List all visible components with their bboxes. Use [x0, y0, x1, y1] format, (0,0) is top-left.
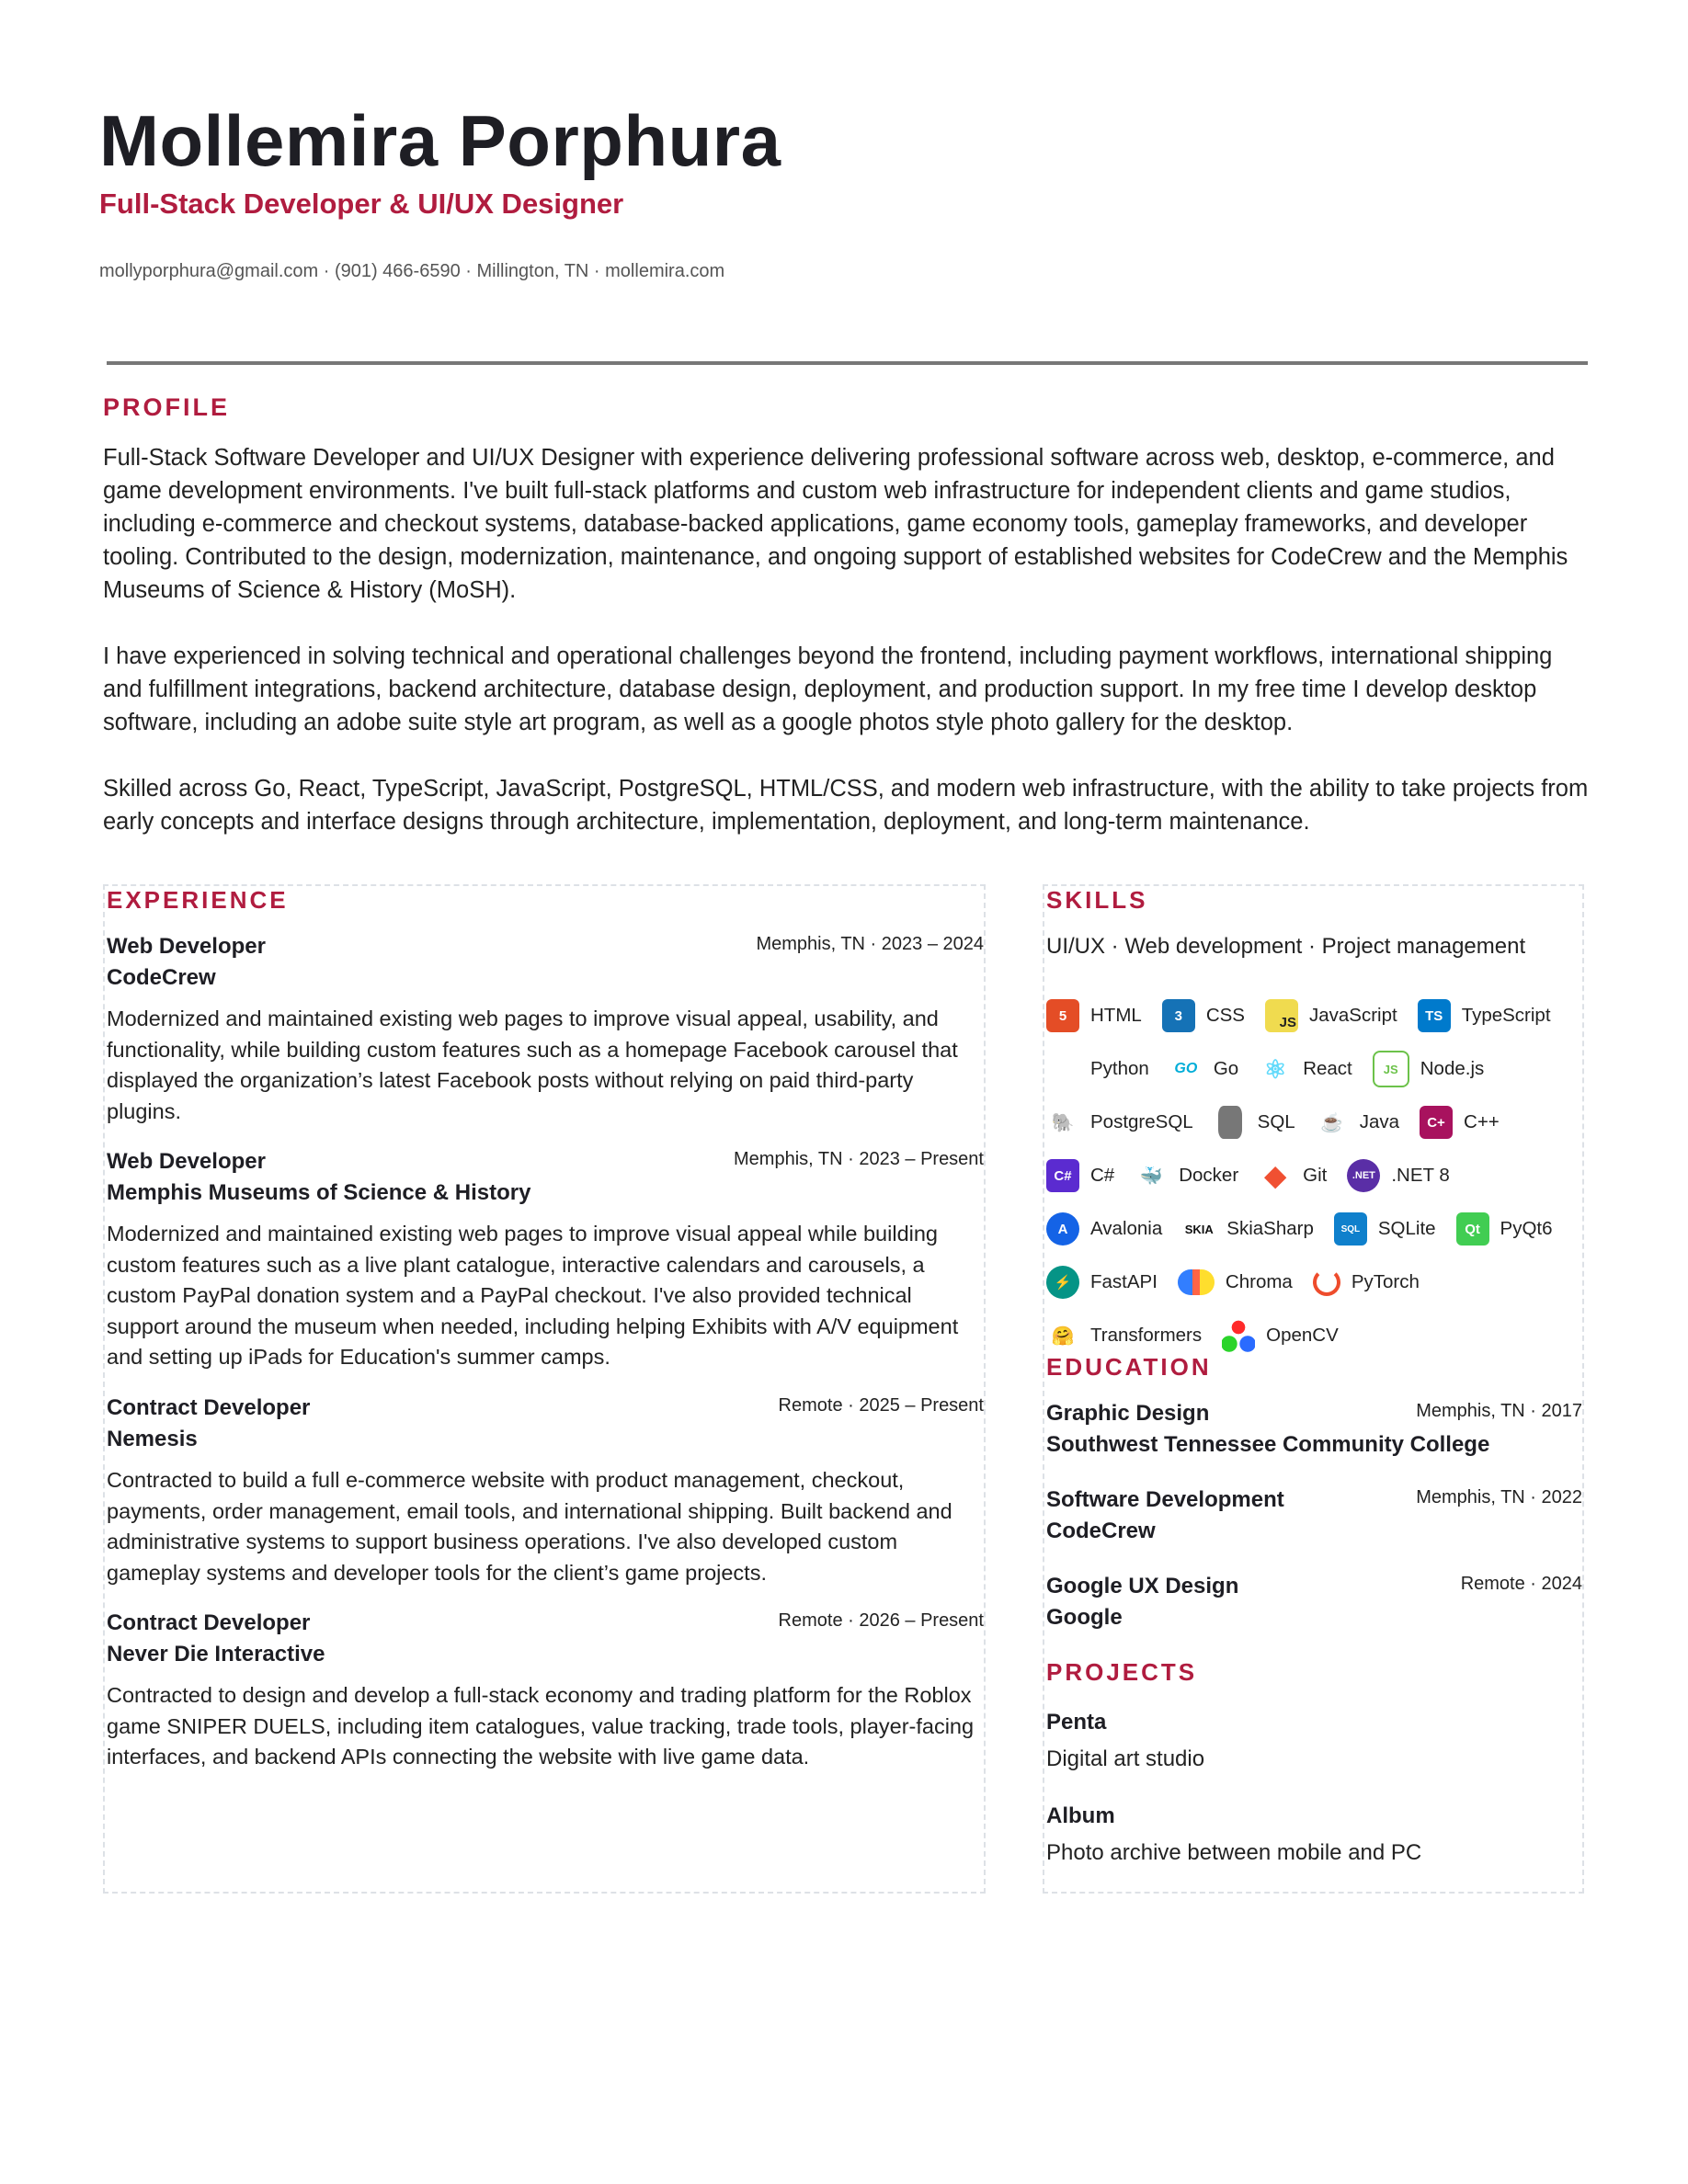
- skills-row: [1046, 1096, 1584, 1149]
- experience-title: Contract Developer: [107, 1610, 311, 1635]
- experience-title: Web Developer: [107, 1149, 266, 1174]
- skills-row: [1046, 1256, 1584, 1309]
- skill-label: React: [1303, 1058, 1352, 1079]
- skills-summary: UI/UX · Web development · Project management: [1046, 934, 1526, 959]
- skill-label: Avalonia: [1090, 1218, 1163, 1239]
- sidebar-column: [1043, 884, 1584, 1894]
- skill-label: Git: [1303, 1165, 1328, 1186]
- skill-chip: [1265, 999, 1397, 1032]
- skill-chip: [1334, 1212, 1436, 1246]
- education-org: Southwest Tennessee Community College: [1046, 1432, 1490, 1457]
- experience-description: Contracted to build a full e-commerce website with product management, checkout, payments, order management, email tools, and international shipping. Built backend and administrative systems to support business operations. I've also developed custom gameplay systems and developer tools for the client’s game projects.: [107, 1468, 952, 1585]
- skill-chip: [1046, 1266, 1158, 1299]
- job-title: Full-Stack Developer & UI/UX Designer: [99, 188, 624, 220]
- csharp-icon: C#: [1046, 1159, 1079, 1192]
- skill-chip: [1046, 1319, 1202, 1352]
- typescript-icon: TS: [1418, 999, 1451, 1032]
- education-entry: [1046, 1487, 1582, 1544]
- dotnet-icon: .NET: [1347, 1159, 1380, 1192]
- education-meta: Remote · 2024: [1460, 1574, 1582, 1594]
- skiasharp-icon: SKIA: [1184, 1222, 1214, 1236]
- skill-chip: [1162, 999, 1245, 1032]
- opencv-icon: [1222, 1319, 1255, 1352]
- skill-label: Go: [1213, 1058, 1239, 1079]
- experience-org: Memphis Museums of Science & History: [107, 1180, 531, 1205]
- skill-label: PyQt6: [1500, 1218, 1553, 1239]
- skill-chip: [1046, 1212, 1162, 1246]
- experience-entry: [107, 1395, 984, 1588]
- experience-meta: Remote · 2025 – Present: [778, 1395, 984, 1416]
- skill-chip: [1214, 1106, 1295, 1139]
- education-org: CodeCrew: [1046, 1519, 1156, 1543]
- profile-paragraph: I have experienced in solving technical and operational challenges beyond the frontend, including payment workflows, international shipping and fulfillment integrations, backend architecture, database design, deployment, and production support. In my free time I develop desktop software, including an adobe suite style art program, as well as a google photos style photo gallery for the desktop.: [103, 643, 1553, 735]
- avalonia-icon: A: [1046, 1212, 1079, 1246]
- education-meta: Memphis, TN · 2022: [1416, 1487, 1582, 1507]
- experience-description: Modernized and maintained existing web pages to improve visual appeal, usability, and functionality, while building custom features such as a homepage Facebook carousel that displayed the organization’s latest Facebook posts without relying on paid third-party plugins.: [107, 1007, 958, 1123]
- skill-label: SQL: [1257, 1111, 1295, 1132]
- skill-chip: [1420, 1106, 1500, 1139]
- skill-chip: [1046, 999, 1142, 1032]
- skill-chip: [1316, 1106, 1399, 1139]
- skill-chip: [1347, 1159, 1449, 1192]
- profile-paragraph: Skilled across Go, React, TypeScript, JavaScript, PostgreSQL, HTML/CSS, and modern web infrastructure, with the ability to take projects from early concepts and interface designs through architecture, implementation, deployment, and long-term maintenance.: [103, 776, 1589, 835]
- skill-label: Node.js: [1420, 1058, 1485, 1079]
- experience-meta: Memphis, TN · 2023 – 2024: [756, 934, 984, 954]
- skill-chip: [1456, 1212, 1553, 1246]
- skill-label: C++: [1464, 1111, 1500, 1132]
- skill-label: HTML: [1090, 1005, 1142, 1026]
- go-icon: GO: [1174, 1061, 1198, 1076]
- experience-title: Web Developer: [107, 934, 266, 959]
- profile-paragraph: Full-Stack Software Developer and UI/UX Designer with experience delivering professional software across web, desktop, e-commerce, and game development environments. I've built full-stack platforms and custom web infrastructure for independent clients and game studios, including e-commerce and checkout systems, database-backed applications, game economy tools, gameplay frameworks, and developer tooling. Contributed to the design, modernization, maintenance, and ongoing support of established websites for CodeCrew and the Memphis Museums of Science & History (MoSH).: [103, 445, 1568, 603]
- skills-row: [1046, 989, 1584, 1042]
- experience-entry: [107, 1149, 984, 1373]
- contact-line: mollyporphura@gmail.com · (901) 466-6590 · Millington, TN · mollemira.com: [99, 261, 725, 281]
- experience-entry: [107, 934, 984, 1127]
- java-icon: ☕: [1320, 1112, 1344, 1133]
- skill-chip: [1169, 1052, 1238, 1086]
- experience-column: [103, 884, 986, 1894]
- profile-section: [103, 441, 1592, 871]
- skill-label: C#: [1090, 1165, 1115, 1186]
- pytorch-icon: [1313, 1268, 1340, 1296]
- docker-icon: 🐳: [1139, 1166, 1163, 1187]
- skill-chip: [1182, 1212, 1314, 1246]
- skill-chip: [1046, 1159, 1114, 1192]
- skills-row: [1046, 1149, 1584, 1202]
- html5-icon: 5: [1046, 999, 1079, 1032]
- education-entry: [1046, 1401, 1582, 1458]
- experience-description: Contracted to design and develop a full-stack economy and trading platform for the Roblox game SNIPER DUELS, including item catalogues, value tracking, trade tools, player-facing interfaces, and backend APIs connecting the website with live game data.: [107, 1683, 975, 1769]
- huggingface-icon: 🤗: [1051, 1325, 1075, 1347]
- skill-label: SQLite: [1377, 1218, 1436, 1239]
- skill-label: Transformers: [1090, 1325, 1203, 1346]
- skill-label: Chroma: [1225, 1271, 1293, 1292]
- skill-label: CSS: [1205, 1005, 1245, 1026]
- skill-label: Docker: [1179, 1165, 1239, 1186]
- experience-entry: [107, 1610, 984, 1773]
- education-title: Software Development: [1046, 1487, 1284, 1512]
- project-description: Photo archive between mobile and PC: [1046, 1840, 1422, 1865]
- experience-org: CodeCrew: [107, 965, 216, 990]
- education-org: Google: [1046, 1605, 1123, 1630]
- sqlite-icon: SQL: [1334, 1212, 1367, 1246]
- skill-label: TypeScript: [1461, 1005, 1551, 1026]
- nodejs-icon: JS: [1373, 1051, 1409, 1087]
- skill-chip: [1259, 1159, 1327, 1192]
- skill-chip: [1046, 1106, 1193, 1139]
- project-entry: [1046, 1710, 1582, 1772]
- education-heading: EDUCATION: [1046, 1353, 1212, 1381]
- header-divider: [107, 361, 1588, 365]
- skill-chip: [1046, 1052, 1149, 1086]
- skill-label: FastAPI: [1090, 1271, 1158, 1292]
- javascript-icon: JS: [1265, 999, 1298, 1032]
- candidate-name: Mollemira Porphura: [99, 100, 781, 181]
- skill-chip: [1222, 1319, 1339, 1352]
- skill-chip: [1373, 1051, 1485, 1087]
- experience-org: Nemesis: [107, 1427, 198, 1451]
- qt-icon: Qt: [1456, 1212, 1489, 1246]
- skill-label: .NET 8: [1391, 1165, 1450, 1186]
- project-name: Penta: [1046, 1710, 1107, 1735]
- skill-label: PyTorch: [1351, 1271, 1420, 1292]
- skills-row: [1046, 1042, 1584, 1096]
- skill-chip: [1135, 1159, 1238, 1192]
- education-title: Graphic Design: [1046, 1401, 1210, 1426]
- python-icon: [1046, 1052, 1079, 1086]
- education-meta: Memphis, TN · 2017: [1416, 1401, 1582, 1421]
- experience-meta: Remote · 2026 – Present: [778, 1610, 984, 1631]
- skill-label: OpenCV: [1266, 1325, 1339, 1346]
- project-entry: [1046, 1803, 1582, 1866]
- react-icon: ⚛: [1263, 1054, 1287, 1084]
- skill-chip: [1418, 999, 1551, 1032]
- skills-heading: SKILLS: [1046, 886, 1148, 914]
- education-title: Google UX Design: [1046, 1574, 1239, 1598]
- fastapi-icon: ⚡: [1046, 1266, 1079, 1299]
- skill-label: PostgreSQL: [1090, 1111, 1193, 1132]
- cplusplus-icon: C+: [1420, 1106, 1453, 1139]
- git-icon: ◆: [1264, 1160, 1286, 1191]
- projects-heading: PROJECTS: [1046, 1658, 1198, 1686]
- skill-chip: [1178, 1269, 1293, 1295]
- profile-heading: PROFILE: [103, 393, 231, 421]
- skill-chip: [1259, 1052, 1352, 1086]
- skills-row: [1046, 1202, 1584, 1256]
- postgresql-icon: 🐘: [1051, 1112, 1075, 1133]
- project-name: Album: [1046, 1803, 1115, 1828]
- database-icon: [1218, 1106, 1242, 1139]
- skill-label: JavaScript: [1308, 1005, 1397, 1026]
- skill-chip: [1313, 1268, 1420, 1296]
- skills-grid: [1046, 989, 1584, 1362]
- skill-label: Java: [1359, 1111, 1400, 1132]
- experience-title: Contract Developer: [107, 1395, 311, 1420]
- css3-icon: 3: [1162, 999, 1195, 1032]
- chroma-icon: [1178, 1269, 1215, 1295]
- skill-label: SkiaSharp: [1226, 1218, 1314, 1239]
- experience-meta: Memphis, TN · 2023 – Present: [734, 1149, 984, 1169]
- education-entry: [1046, 1574, 1582, 1631]
- experience-org: Never Die Interactive: [107, 1642, 325, 1666]
- experience-description: Modernized and maintained existing web pages to improve visual appeal while building custom features such as a live plant catalogue, interactive calendars and carousels, a custom PayPal donation system and a PayPal checkout. I've also provided technical support around the museum when needed, including helping Exhibits with A/V equipment and setting up iPads for Education's summer camps.: [107, 1222, 959, 1369]
- project-description: Digital art studio: [1046, 1746, 1205, 1771]
- experience-heading: EXPERIENCE: [107, 886, 289, 914]
- skill-label: Python: [1090, 1058, 1149, 1079]
